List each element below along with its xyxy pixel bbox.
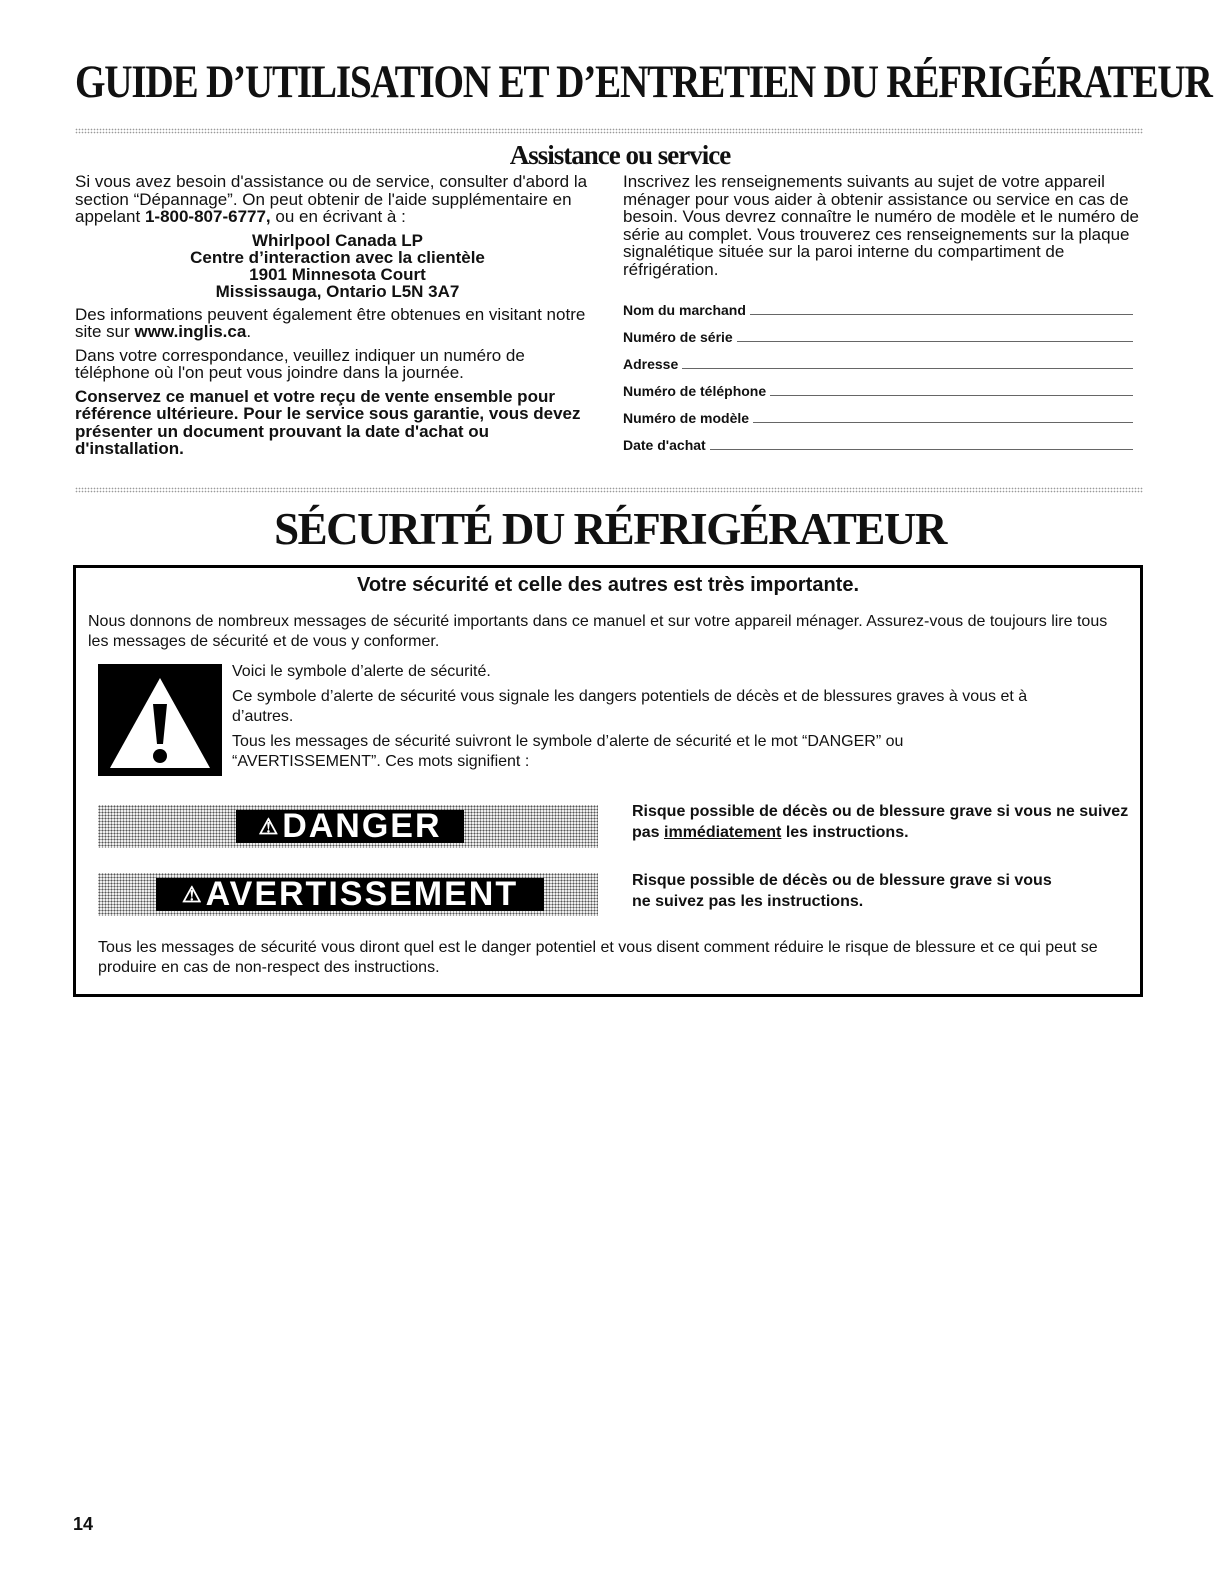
divider-top xyxy=(75,128,1143,134)
warning-banner xyxy=(98,873,598,916)
field-dealer[interactable]: Nom du marchand xyxy=(623,298,1133,318)
field-address[interactable]: Adresse xyxy=(623,352,1133,372)
warning-triangle-icon: ⚠ xyxy=(258,813,281,839)
divider-middle xyxy=(75,487,1143,493)
warning-triangle-icon: ⚠ xyxy=(181,881,204,907)
safety-box-heading: Votre sécurité et celle des autres est très importante. xyxy=(356,574,860,596)
page-number: 14 xyxy=(73,1514,94,1534)
right-intro: Inscrivez les renseignements suivants au sujet de votre appareil ménager pour vous aider à obtenir assistance ou service en cas de besoin. Vous devrez connaître le numéro de modèle et le numéro de série au complet. Vous trouverez ces renseignements sur la plaque signalétique située sur la paroi interne du compartiment de réfrigération. xyxy=(623,172,1139,279)
symbol-text-3: Tous les messages de sécurité suivront le symbole d’alerte de sécurité et le mot “DANGER” ou “AVERTISSEMENT”. Ces mots signifient : xyxy=(232,733,904,770)
safety-intro: Nous donnons de nombreux messages de sécurité importants dans ce manuel et sur votre appareil ménager. Assurez-vous de toujours lire tous les messages de sécurité et de vous y conformer. xyxy=(88,613,1108,650)
info-fields xyxy=(623,298,1133,458)
warning-triangle-icon xyxy=(98,664,222,776)
danger-banner xyxy=(98,805,598,848)
website-paragraph: Des informations peuvent également être obtenues en visitant notre site sur www.inglis.ca. xyxy=(75,304,586,341)
symbol-text-1: Voici le symbole d’alerte de sécurité. xyxy=(232,663,491,680)
field-model[interactable]: Numéro de modèle xyxy=(623,406,1133,426)
field-serial[interactable]: Numéro de série xyxy=(623,325,1133,345)
warning-description: Risque possible de décès ou de blessure grave si vous ne suivez pas les instructions. xyxy=(632,872,1052,910)
warning-label-box: ⚠ AVERTISSEMENT xyxy=(156,878,544,911)
danger-description: Risque possible de décès ou de blessure grave si vous ne suivez pas immédiatement les instructions. xyxy=(632,803,1129,841)
symbol-texts xyxy=(232,662,1112,772)
keep-manual-paragraph: Conservez ce manuel et votre reçu de vente ensemble pour référence ultérieure. Pour le service sous garantie, vous devez présenter un document prouvant la date d'achat ou d'installation. xyxy=(75,386,581,458)
safety-footer-text: Tous les messages de sécurité vous diront quel est le danger potentiel et vous disent comment réduire le risque de blessure et ce qui peut se produire en cas de non-respect des instructions. xyxy=(98,939,1098,976)
danger-label-box: ⚠ DANGER xyxy=(236,810,464,843)
intro-paragraph: Si vous avez besoin d'assistance ou de service, consulter d'abord la section “Dépannage”. On peut obtenir de l'aide supplémentaire en appelant 1-800-807-6777, ou en écrivant à : xyxy=(75,172,588,226)
website-link[interactable]: www.inglis.ca xyxy=(134,322,247,341)
safety-alert-symbol xyxy=(98,664,222,776)
section-title-assistance: Assistance ou service xyxy=(509,140,731,170)
symbol-text-2: Ce symbole d’alerte de sécurité vous signale les dangers potentiels de décès et de blessures graves à vous et à d’autres. xyxy=(232,688,1028,725)
safety-title: SÉCURITÉ DU RÉFRIGÉRATEUR xyxy=(274,504,946,554)
page-title: GUIDE D’UTILISATION ET D’ENTRETIEN DU RÉFRIGÉRATEUR xyxy=(75,56,1212,108)
address-block: Whirlpool Canada LP Centre d’interaction avec la clientèle 1901 Minnesota Court Mississauga, Ontario L5N 3A7 xyxy=(190,230,485,301)
phone-number: 1-800-807-6777, xyxy=(144,207,271,226)
field-purchase-date[interactable]: Date d'achat xyxy=(623,433,1133,453)
correspondence-paragraph: Dans votre correspondance, veuillez indiquer un numéro de téléphone où l'on peut vous joindre dans la journée. xyxy=(75,345,525,382)
safety-box xyxy=(73,565,1143,997)
left-column xyxy=(75,173,600,458)
field-phone[interactable]: Numéro de téléphone xyxy=(623,379,1133,399)
